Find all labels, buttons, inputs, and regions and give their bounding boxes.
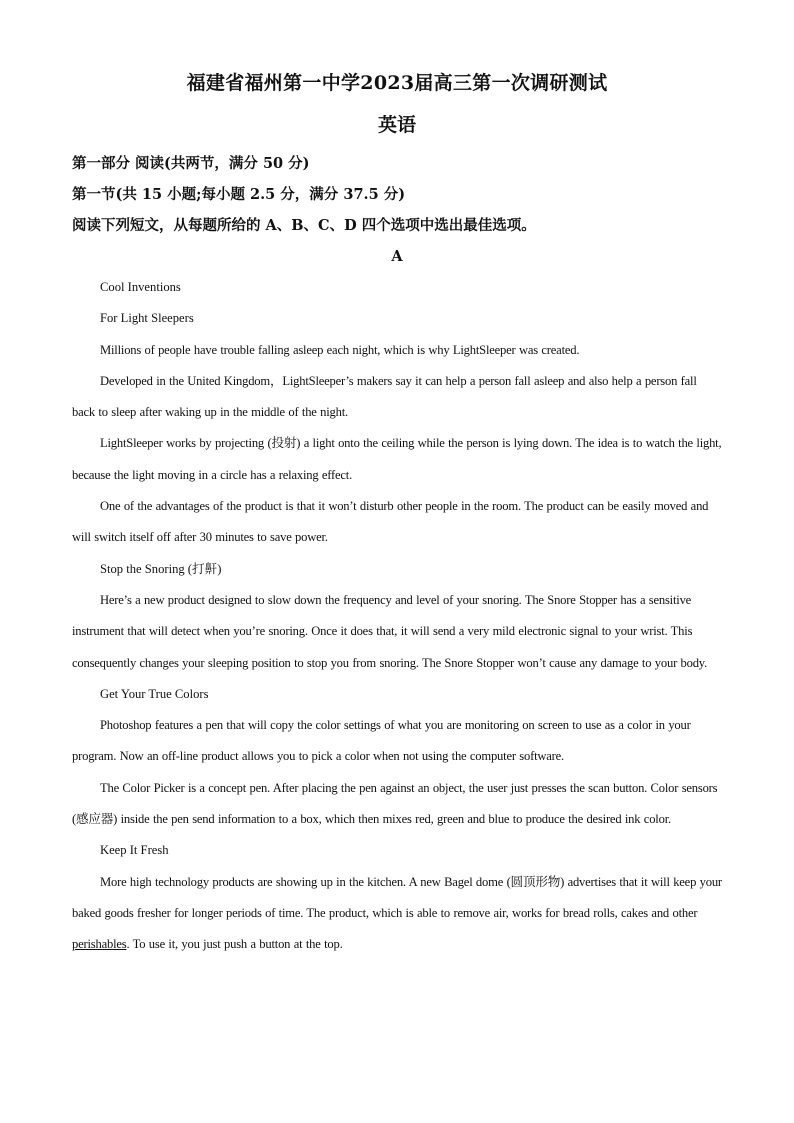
- passage-letter: A: [391, 248, 403, 265]
- exam-title: 福建省福州第一中学2023届高三第一次调研测试: [186, 72, 608, 94]
- paragraph: LightSleeper works by projecting (投射) a light onto the ceiling while the person is lying down. The idea is to watch the light, because the light moving in a circle has a relaxing effect.: [72, 436, 722, 482]
- exam-subject: 英语: [377, 114, 416, 136]
- section-heading-snoring: Stop the Snoring (打鼾): [100, 561, 222, 576]
- passage-title: Cool Inventions: [100, 280, 181, 294]
- document-page: [72, 66, 722, 961]
- section-heading-light-sleepers: For Light Sleepers: [100, 311, 194, 326]
- paragraph-text: More high technology products are showing up in the kitchen. A new Bagel dome (圆顶形物) advertises that it will keep your baked goods fresher for longer periods of time. The product, which is able to remove air, works for bread rolls, cakes and other: [72, 874, 722, 920]
- part-instruction: 第一部分 阅读(共两节，满分 50 分): [72, 155, 310, 172]
- section-instruction: 第一节(共 15 小题;每小题 2.5 分，满分 37.5 分): [72, 186, 406, 203]
- direction-instruction: 阅读下列短文，从每题所给的 A、B、C、D 四个选项中选出最佳选项。: [72, 217, 536, 234]
- paragraph-tail: . To use it, you just push a button at the top.: [126, 937, 343, 952]
- paragraph-with-underline: [72, 867, 722, 961]
- paragraph: Photoshop features a pen that will copy the color settings of what you are monitoring on screen to use as a color in your program. Now an off-line product allows you to pick a color when not using the computer software.: [72, 718, 691, 764]
- paragraph: The Color Picker is a concept pen. After placing the pen against an object, the user just presses the scan button. Color sensors (感应器) inside the pen send information to a box, which then mixes red, green and blue to produce the desired ink color.: [72, 780, 718, 827]
- paragraph: Here’s a new product designed to slow down the frequency and level of your snoring. The Snore Stopper has a sensitive instrument that will detect when you’re snoring. Once it does that, it will send a very mild electronic signal to your wrist. This consequently changes your sleeping position to stop you from snoring. The Snore Stopper won’t cause any damage to your body.: [72, 592, 708, 670]
- paragraph: Millions of people have trouble falling asleep each night, which is why LightSleeper was created.: [100, 342, 580, 357]
- paragraph: One of the advantages of the product is that it won’t disturb other people in the room. The product can be easily moved and will switch itself off after 30 minutes to save power.: [72, 499, 709, 545]
- section-heading-true-colors: Get Your True Colors: [100, 686, 209, 701]
- paragraph: Developed in the United Kingdom，LightSleeper’s makers say it can help a person fall asleep and also help a person fall back to sleep after waking up in the middle of the night.: [72, 373, 697, 420]
- underlined-word: perishables: [72, 937, 127, 952]
- section-heading-keep-fresh: Keep It Fresh: [100, 843, 169, 858]
